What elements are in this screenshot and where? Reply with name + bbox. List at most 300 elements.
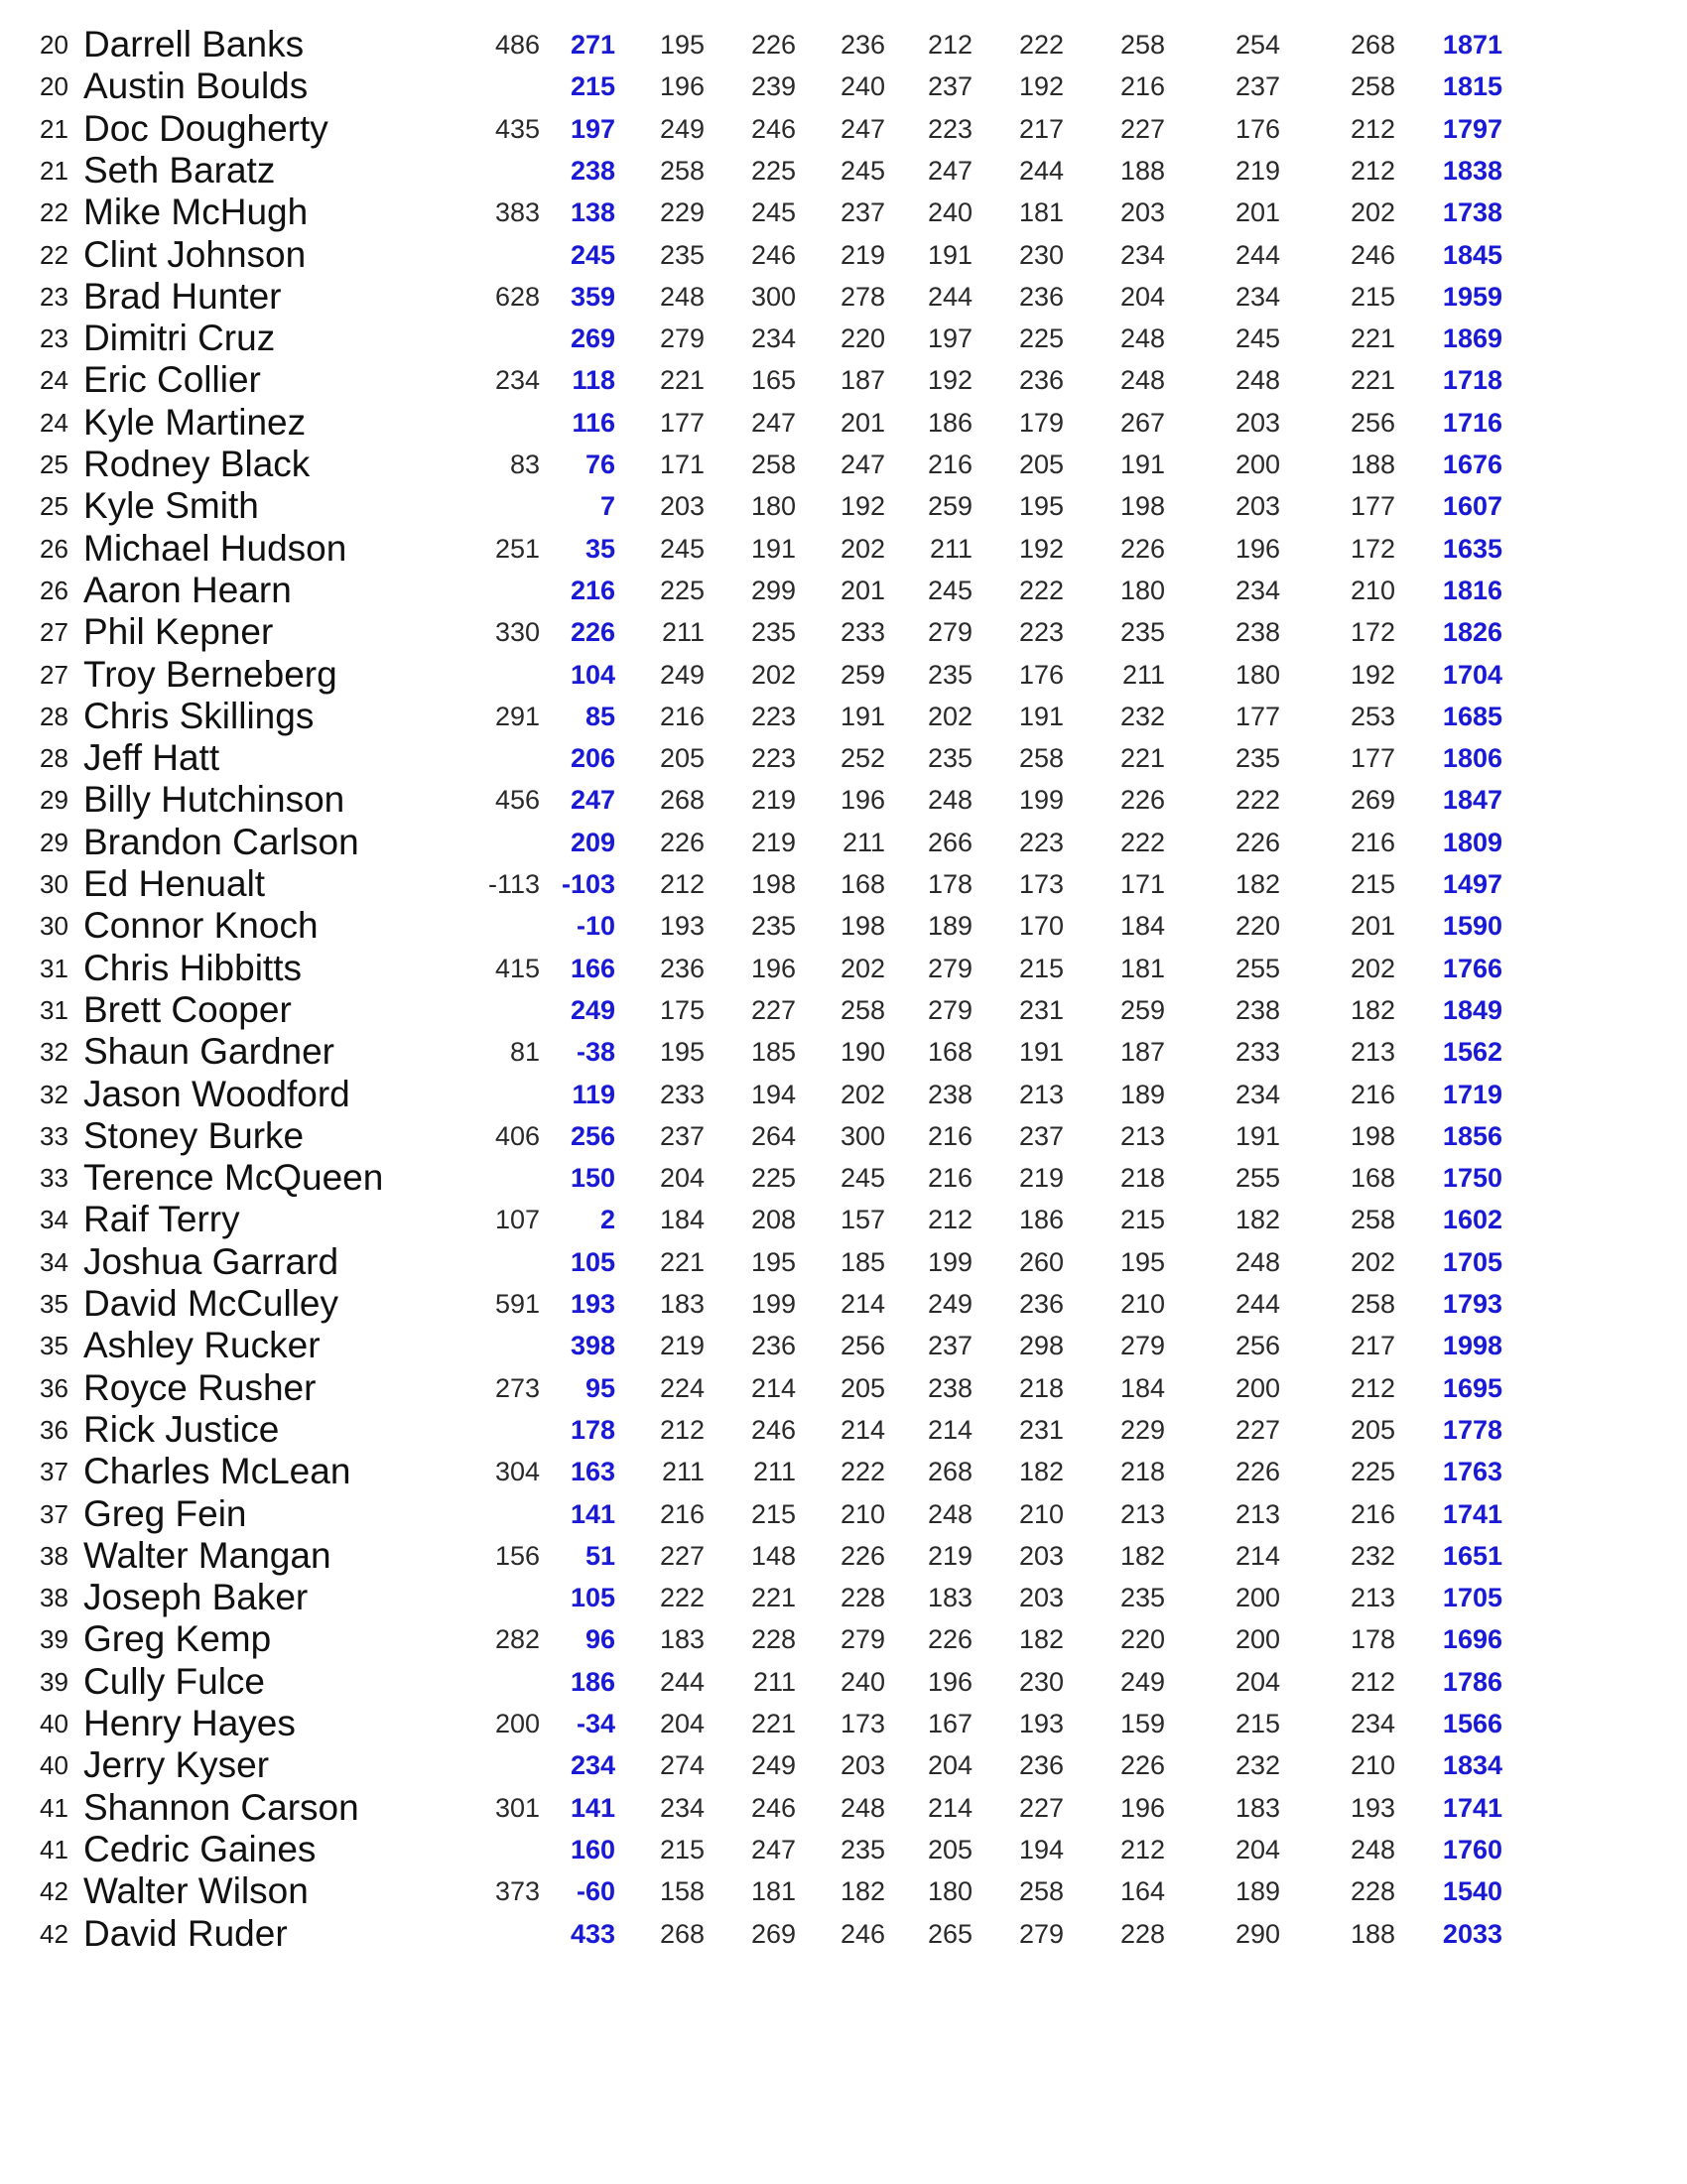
game-score: 226 [1119, 785, 1165, 816]
game-score: 219 [750, 827, 796, 857]
game-score: 233 [840, 617, 885, 648]
game-score: 193 [1350, 1792, 1395, 1823]
game-score: 225 [659, 575, 705, 605]
game-score: 204 [659, 1709, 705, 1738]
game-score: 225 [1018, 323, 1064, 354]
rank-number: 38 [40, 1583, 68, 1613]
game-score: 202 [840, 1079, 885, 1109]
total-score: 1845 [1442, 239, 1502, 270]
game-score: 172 [1350, 533, 1395, 564]
game-score: 222 [1119, 827, 1165, 857]
game-score: 199 [1018, 785, 1064, 816]
game-score: 202 [927, 701, 973, 731]
game-score: 225 [1350, 1457, 1395, 1487]
handicap-score: 197 [570, 113, 615, 144]
game-score: 203 [1119, 197, 1165, 228]
game-score: 184 [659, 1205, 705, 1235]
rank-number: 35 [40, 1331, 68, 1361]
game-score: 179 [1018, 407, 1064, 438]
game-score: 201 [1234, 197, 1280, 228]
handicap-score: 166 [570, 953, 615, 983]
game-score: 238 [1234, 617, 1280, 648]
pair-score: 81 [509, 1037, 540, 1068]
game-score: 180 [927, 1876, 973, 1907]
game-score: 237 [927, 71, 973, 102]
game-score: 227 [1119, 113, 1165, 144]
game-score: 198 [750, 869, 796, 899]
game-score: 188 [1350, 450, 1395, 479]
bowler-name: Joshua Garrard [83, 1240, 339, 1282]
game-score: 215 [1119, 1205, 1165, 1235]
game-score: 219 [659, 1331, 705, 1361]
handicap-score: 269 [570, 323, 615, 354]
table-row [0, 696, 1687, 737]
game-score: 279 [927, 617, 973, 648]
game-score: 170 [1018, 911, 1064, 942]
game-score: 211 [929, 533, 973, 564]
total-score: 1741 [1442, 1792, 1502, 1823]
game-score: 219 [927, 1540, 973, 1571]
game-score: 202 [840, 533, 885, 564]
rank-number: 40 [40, 1709, 68, 1738]
bowler-name: Connor Knoch [83, 905, 319, 947]
game-score: 200 [1234, 1583, 1280, 1613]
table-row [0, 1787, 1687, 1829]
game-score: 171 [1119, 869, 1165, 899]
table-row [0, 1241, 1687, 1283]
handicap-score: -60 [576, 1876, 615, 1907]
total-score: 1869 [1442, 323, 1502, 354]
handicap-score: 163 [570, 1457, 615, 1487]
game-score: 223 [927, 113, 973, 144]
game-score: 186 [1018, 1205, 1064, 1235]
bowler-name: David McCulley [83, 1283, 339, 1324]
game-score: 214 [840, 1414, 885, 1445]
bowler-name: Darrell Banks [83, 24, 305, 64]
rank-number: 42 [40, 1918, 68, 1949]
pair-score: -113 [487, 869, 540, 899]
total-score: 1766 [1442, 953, 1502, 983]
game-score: 258 [1350, 1289, 1395, 1319]
table-row [0, 1829, 1687, 1870]
game-score: 248 [1234, 365, 1280, 396]
handicap-score: 7 [599, 491, 615, 522]
bowler-name: Seth Baratz [83, 149, 276, 191]
table-row [0, 1199, 1687, 1240]
game-score: 249 [927, 1289, 973, 1319]
table-row [0, 1661, 1687, 1703]
total-score: 1705 [1442, 1583, 1502, 1613]
game-score: 232 [1119, 701, 1165, 731]
game-score: 236 [1018, 281, 1064, 312]
game-score: 216 [659, 701, 705, 731]
handicap-score: 398 [570, 1331, 615, 1361]
game-score: 236 [659, 953, 705, 983]
total-score: 1718 [1442, 365, 1502, 396]
game-score: 246 [750, 239, 796, 270]
game-score: 212 [927, 30, 973, 60]
bowler-name: Greg Kemp [83, 1618, 272, 1660]
table-row [0, 1744, 1687, 1786]
game-score: 212 [659, 1414, 705, 1445]
bowler-name: Eric Collier [83, 359, 261, 401]
bowler-name: Austin Boulds [83, 65, 309, 107]
game-score: 172 [1350, 617, 1395, 648]
game-score: 237 [840, 197, 885, 228]
rank-number: 31 [40, 994, 68, 1025]
game-score: 178 [927, 869, 973, 899]
game-score: 290 [1234, 1918, 1280, 1949]
table-row [0, 1618, 1687, 1660]
game-score: 233 [659, 1079, 705, 1109]
handicap-score: -10 [576, 911, 615, 942]
rank-number: 36 [40, 1414, 68, 1445]
game-score: 195 [1119, 1246, 1165, 1277]
game-score: 157 [840, 1205, 885, 1235]
game-score: 187 [840, 365, 885, 396]
game-score: 182 [1018, 1624, 1064, 1655]
game-score: 226 [659, 827, 705, 857]
game-score: 205 [1018, 450, 1064, 479]
game-score: 249 [1119, 1666, 1165, 1697]
bowler-name: Ashley Rucker [83, 1325, 321, 1366]
pair-score: 83 [509, 450, 540, 479]
game-score: 223 [750, 743, 796, 774]
table-row [0, 1913, 1687, 1955]
total-score: 1696 [1442, 1624, 1502, 1655]
game-score: 191 [1119, 450, 1165, 479]
game-score: 188 [1119, 155, 1165, 186]
game-score: 227 [659, 1540, 705, 1571]
game-score: 221 [750, 1583, 796, 1613]
game-score: 279 [659, 323, 705, 354]
game-score: 249 [750, 1750, 796, 1781]
rank-number: 26 [40, 575, 68, 605]
game-score: 258 [1119, 30, 1165, 60]
bowler-name: Ed Henualt [83, 863, 266, 904]
game-score: 246 [840, 1918, 885, 1949]
pair-score: 628 [494, 281, 540, 312]
rank-number: 25 [40, 450, 68, 479]
game-score: 191 [1018, 701, 1064, 731]
game-score: 244 [1234, 1289, 1280, 1319]
bowler-name: Rodney Black [83, 444, 311, 484]
table-row [0, 989, 1687, 1031]
game-score: 234 [750, 323, 796, 354]
table-row [0, 1493, 1687, 1535]
game-score: 199 [750, 1289, 796, 1319]
game-score: 190 [840, 1037, 885, 1068]
game-score: 236 [1018, 1289, 1064, 1319]
game-score: 249 [659, 659, 705, 690]
game-score: 228 [1350, 1876, 1395, 1907]
bowler-name: Walter Wilson [83, 1870, 309, 1912]
total-score: 1809 [1442, 827, 1502, 857]
bowler-name: Walter Mangan [83, 1534, 331, 1576]
game-score: 248 [840, 1792, 885, 1823]
rank-number: 24 [40, 365, 68, 396]
game-score: 214 [927, 1792, 973, 1823]
game-score: 194 [1018, 1834, 1064, 1864]
game-score: 181 [750, 1876, 796, 1907]
handicap-score: 256 [570, 1120, 615, 1151]
table-row [0, 1074, 1687, 1115]
game-score: 244 [659, 1666, 705, 1697]
handicap-score: 119 [572, 1079, 615, 1109]
handicap-score: 105 [570, 1246, 615, 1277]
game-score: 221 [1350, 365, 1395, 396]
game-score: 247 [750, 407, 796, 438]
pair-score: 200 [494, 1709, 540, 1738]
game-score: 183 [659, 1289, 705, 1319]
table-row [0, 192, 1687, 233]
game-score: 226 [927, 1624, 973, 1655]
game-score: 227 [750, 994, 796, 1025]
pair-score: 373 [494, 1876, 540, 1907]
game-score: 210 [840, 1498, 885, 1529]
rank-number: 30 [40, 869, 68, 899]
game-score: 168 [927, 1037, 973, 1068]
game-score: 211 [752, 1666, 796, 1697]
game-score: 234 [659, 1792, 705, 1823]
rank-number: 37 [40, 1457, 68, 1487]
rank-number: 32 [40, 1079, 68, 1109]
table-row [0, 1577, 1687, 1618]
game-score: 259 [1119, 994, 1165, 1025]
table-row [0, 402, 1687, 444]
game-score: 215 [1018, 953, 1064, 983]
table-row [0, 234, 1687, 276]
game-score: 246 [750, 1414, 796, 1445]
handicap-score: 76 [584, 450, 615, 479]
game-score: 269 [750, 1918, 796, 1949]
game-score: 215 [750, 1498, 796, 1529]
game-score: 258 [840, 994, 885, 1025]
game-score: 203 [1018, 1540, 1064, 1571]
game-score: 235 [1119, 617, 1165, 648]
table-row [0, 905, 1687, 947]
table-row [0, 1283, 1687, 1325]
total-score: 1856 [1442, 1120, 1502, 1151]
rank-number: 29 [40, 827, 68, 857]
table-row [0, 24, 1687, 65]
game-score: 215 [1234, 1709, 1280, 1738]
game-score: 248 [1119, 365, 1165, 396]
game-score: 217 [1350, 1331, 1395, 1361]
game-score: 214 [750, 1372, 796, 1403]
game-score: 202 [1350, 1246, 1395, 1277]
game-score: 223 [1018, 827, 1064, 857]
game-score: 219 [750, 785, 796, 816]
rank-number: 29 [40, 785, 68, 816]
handicap-score: 226 [570, 617, 615, 648]
game-score: 203 [1234, 491, 1280, 522]
bowler-name: Clint Johnson [83, 233, 307, 275]
pair-score: 156 [494, 1540, 540, 1571]
game-score: 182 [1350, 994, 1395, 1025]
game-score: 192 [1350, 659, 1395, 690]
total-score: 1602 [1442, 1205, 1502, 1235]
game-score: 279 [927, 994, 973, 1025]
bowler-name: Dimitri Cruz [83, 318, 276, 359]
game-score: 266 [927, 827, 973, 857]
total-score: 1590 [1442, 911, 1502, 942]
game-score: 245 [840, 1163, 885, 1194]
game-score: 264 [750, 1120, 796, 1151]
handicap-score: 359 [570, 281, 615, 312]
game-score: 216 [927, 1120, 973, 1151]
game-score: 259 [840, 659, 885, 690]
game-score: 189 [927, 911, 973, 942]
game-score: 237 [927, 1331, 973, 1361]
bowler-name: Doc Dougherty [83, 107, 328, 149]
game-score: 222 [840, 1457, 885, 1487]
game-score: 203 [1234, 407, 1280, 438]
game-score: 246 [750, 1792, 796, 1823]
game-score: 201 [1350, 911, 1395, 942]
game-score: 212 [1350, 113, 1395, 144]
game-score: 300 [750, 281, 796, 312]
game-score: 202 [750, 659, 796, 690]
game-score: 235 [750, 911, 796, 942]
table-row [0, 737, 1687, 779]
rank-number: 41 [40, 1834, 68, 1864]
handicap-score: 271 [570, 30, 615, 60]
rank-number: 20 [40, 71, 68, 102]
game-score: 217 [1018, 113, 1064, 144]
rank-number: 26 [40, 533, 68, 564]
total-score: 1741 [1442, 1498, 1502, 1529]
game-score: 201 [840, 407, 885, 438]
game-score: 211 [1121, 659, 1165, 690]
game-score: 222 [1018, 30, 1064, 60]
table-row [0, 570, 1687, 611]
game-score: 183 [659, 1624, 705, 1655]
game-score: 298 [1018, 1331, 1064, 1361]
game-score: 278 [840, 281, 885, 312]
game-score: 240 [840, 1666, 885, 1697]
game-score: 234 [1234, 575, 1280, 605]
game-score: 228 [750, 1624, 796, 1655]
game-score: 203 [659, 491, 705, 522]
game-score: 223 [750, 701, 796, 731]
game-score: 148 [750, 1540, 796, 1571]
handicap-score: 138 [570, 197, 615, 228]
game-score: 246 [750, 113, 796, 144]
game-score: 226 [840, 1540, 885, 1571]
bowler-name: Michael Hudson [83, 527, 347, 569]
game-score: 200 [1234, 450, 1280, 479]
game-score: 191 [1234, 1120, 1280, 1151]
handicap-score: 141 [570, 1498, 615, 1529]
game-score: 258 [1350, 1205, 1395, 1235]
game-score: 158 [659, 1876, 705, 1907]
game-score: 253 [1350, 701, 1395, 731]
game-score: 247 [927, 155, 973, 186]
handicap-score: 85 [584, 701, 615, 731]
rank-number: 34 [40, 1246, 68, 1277]
game-score: 219 [1234, 155, 1280, 186]
total-score: 1834 [1442, 1750, 1502, 1781]
game-score: 258 [1018, 1876, 1064, 1907]
handicap-score: -103 [561, 869, 615, 899]
game-score: 181 [1018, 197, 1064, 228]
table-row [0, 150, 1687, 192]
total-score: 1676 [1442, 450, 1502, 479]
game-score: 249 [659, 113, 705, 144]
game-score: 182 [1234, 1205, 1280, 1235]
bowler-name: Terence McQueen [83, 1157, 384, 1199]
game-score: 185 [840, 1246, 885, 1277]
handicap-score: 2 [599, 1205, 615, 1235]
total-score: 1815 [1442, 71, 1502, 102]
rank-number: 40 [40, 1750, 68, 1781]
game-score: 185 [750, 1037, 796, 1068]
game-score: 195 [1018, 491, 1064, 522]
game-score: 215 [1350, 281, 1395, 312]
total-score: 1704 [1442, 659, 1502, 690]
total-score: 1695 [1442, 1372, 1502, 1403]
game-score: 235 [927, 659, 973, 690]
game-score: 234 [1350, 1709, 1395, 1738]
handicap-score: -34 [576, 1709, 615, 1738]
game-score: 191 [927, 239, 973, 270]
game-score: 193 [659, 911, 705, 942]
game-score: 252 [840, 743, 885, 774]
table-row [0, 65, 1687, 107]
game-score: 213 [1350, 1583, 1395, 1613]
handicap-score: 141 [570, 1792, 615, 1823]
game-score: 224 [659, 1372, 705, 1403]
pair-score: 234 [494, 365, 540, 396]
game-score: 184 [1119, 911, 1165, 942]
total-score: 1716 [1442, 407, 1502, 438]
game-score: 200 [1234, 1624, 1280, 1655]
game-score: 218 [1119, 1457, 1165, 1487]
table-row [0, 444, 1687, 485]
game-score: 226 [1234, 827, 1280, 857]
game-score: 300 [840, 1120, 885, 1151]
total-score: 1793 [1442, 1289, 1502, 1319]
game-score: 188 [1350, 1918, 1395, 1949]
table-row [0, 1703, 1687, 1744]
game-score: 235 [659, 239, 705, 270]
game-score: 177 [1350, 743, 1395, 774]
rank-number: 35 [40, 1289, 68, 1319]
total-score: 1497 [1442, 869, 1502, 899]
game-score: 223 [1018, 617, 1064, 648]
game-score: 168 [1350, 1163, 1395, 1194]
game-score: 268 [927, 1457, 973, 1487]
game-score: 222 [1234, 785, 1280, 816]
game-score: 189 [1234, 1876, 1280, 1907]
game-score: 192 [840, 491, 885, 522]
game-score: 248 [1119, 323, 1165, 354]
game-score: 165 [750, 365, 796, 396]
game-score: 247 [840, 113, 885, 144]
rank-number: 30 [40, 911, 68, 942]
game-score: 177 [659, 407, 705, 438]
pair-score: 291 [494, 701, 540, 731]
game-score: 246 [1350, 239, 1395, 270]
game-score: 204 [1234, 1834, 1280, 1864]
handicap-score: 186 [570, 1666, 615, 1697]
game-score: 279 [840, 1624, 885, 1655]
bowler-name: Brandon Carlson [83, 821, 359, 862]
game-score: 234 [1234, 281, 1280, 312]
game-score: 269 [1350, 785, 1395, 816]
game-score: 180 [1119, 575, 1165, 605]
